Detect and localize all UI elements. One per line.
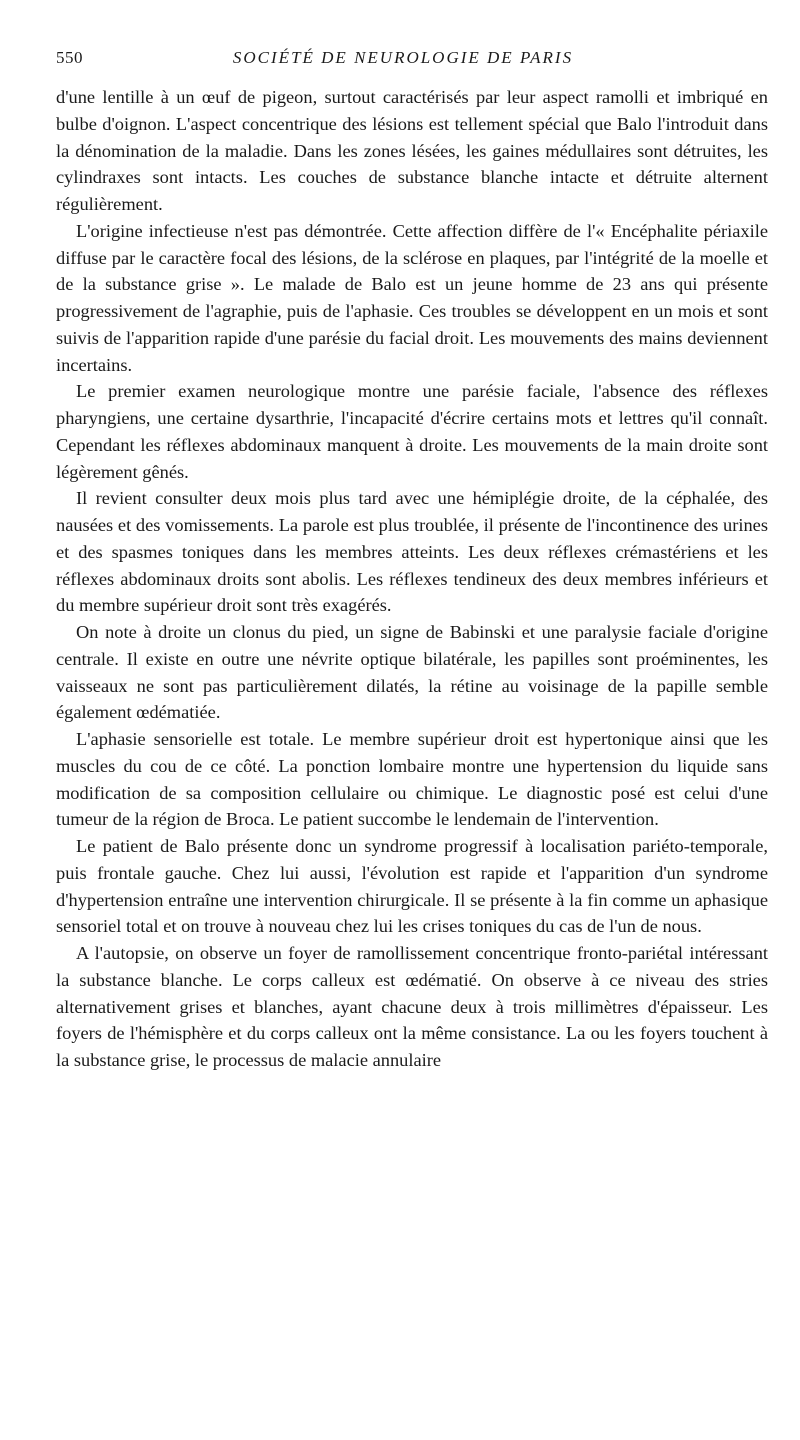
paragraph: Le patient de Balo présente donc un syndrome progressif à localisation pariéto-temporale, puis frontale gauche. Chez lui aussi, l'évolution est rapide et l'apparition d'un syndrome d'hypertension entraîne une intervention chirurgicale. Il se présente à la fin comme un aphasique sensoriel total et on trouve à nouveau chez lui les crises toniques du cas de l'un de nous.: [56, 836, 768, 937]
running-head: [56, 48, 770, 84]
paragraph: L'aphasie sensorielle est totale. Le membre supérieur droit est hypertonique ainsi que les muscles du cou de ce côté. La ponction lombaire montre une hypertension du liquide sans modification de sa composition cellulaire ou chimique. Le diagnostic posé est celui d'une tumeur de la région de Broca. Le patient succombe le lendemain de l'intervention.: [56, 729, 768, 830]
paragraph: Le premier examen neurologique montre une parésie faciale, l'absence des réflexes pharyngiens, une certaine dysarthrie, l'incapacité d'écrire certains mots et lettres qu'il connaît. Cependant les réflexes abdominaux manquent à droite. Les mouvements de la main droite sont légèrement gênés.: [56, 381, 768, 482]
paragraph: On note à droite un clonus du pied, un signe de Babinski et une paralysie faciale d'origine centrale. Il existe en outre une névrite optique bilatérale, les papilles sont proéminentes, les vaisseaux ne sont pas particulièrement dilatés, la rétine au voisinage de la papille semble également œdématiée.: [56, 622, 768, 723]
page-number: 550: [56, 48, 83, 67]
paragraph: A l'autopsie, on observe un foyer de ramollissement concentrique fronto-pariétal intéressant la substance blanche. Le corps calleux est œdématié. On observe à ce niveau des stries alternativement grises et blanches, ayant chacune deux à trois millimètres d'épaisseur. Les foyers de l'hémisphère et du corps calleux ont la même consistance. La ou les foyers touchent à la substance grise, le processus de malacie annulaire: [56, 943, 768, 1070]
paragraph-continuation: d'une lentille à un œuf de pigeon, surtout caractérisés par leur aspect ramolli et imbriqué en bulbe d'oignon. L'aspect concentrique des lésions est tellement spécial que Balo l'introduit dans la dénomination de la maladie. Dans les zones lésées, les gaines médullaires sont détruites, les cylindraxes sont intacts. Les couches de substance blanche intacte et détruite alternent régulièrement.: [56, 87, 768, 214]
paragraph: L'origine infectieuse n'est pas démontrée. Cette affection diffère de l'« Encéphalite périaxile diffuse par le caractère focal des lésions, de la sclérose en plaques, par l'intégrité de la moelle et de la substance grise ». Le malade de Balo est un jeune homme de 23 ans qui présente progressivement de l'agraphie, puis de l'aphasie. Ces troubles se développent en un mois et sont suivis de l'apparition rapide d'une parésie du facial droit. Les mouvements des mains deviennent incertains.: [56, 220, 768, 375]
body-text: [56, 84, 768, 1074]
paragraph: Il revient consulter deux mois plus tard avec une hémiplégie droite, de la céphalée, des nausées et des vomissements. La parole est plus troublée, il présente de l'incontinence des urines et des spasmes toniques dans les membres atteints. Les deux réflexes crémastériens et les réflexes abdominaux droits sont abolis. Les réflexes tendineux des deux membres inférieurs et du membre supérieur droit sont très exagérés.: [56, 488, 768, 616]
journal-title: SOCIÉTÉ DE NEUROLOGIE DE PARIS: [232, 48, 574, 67]
